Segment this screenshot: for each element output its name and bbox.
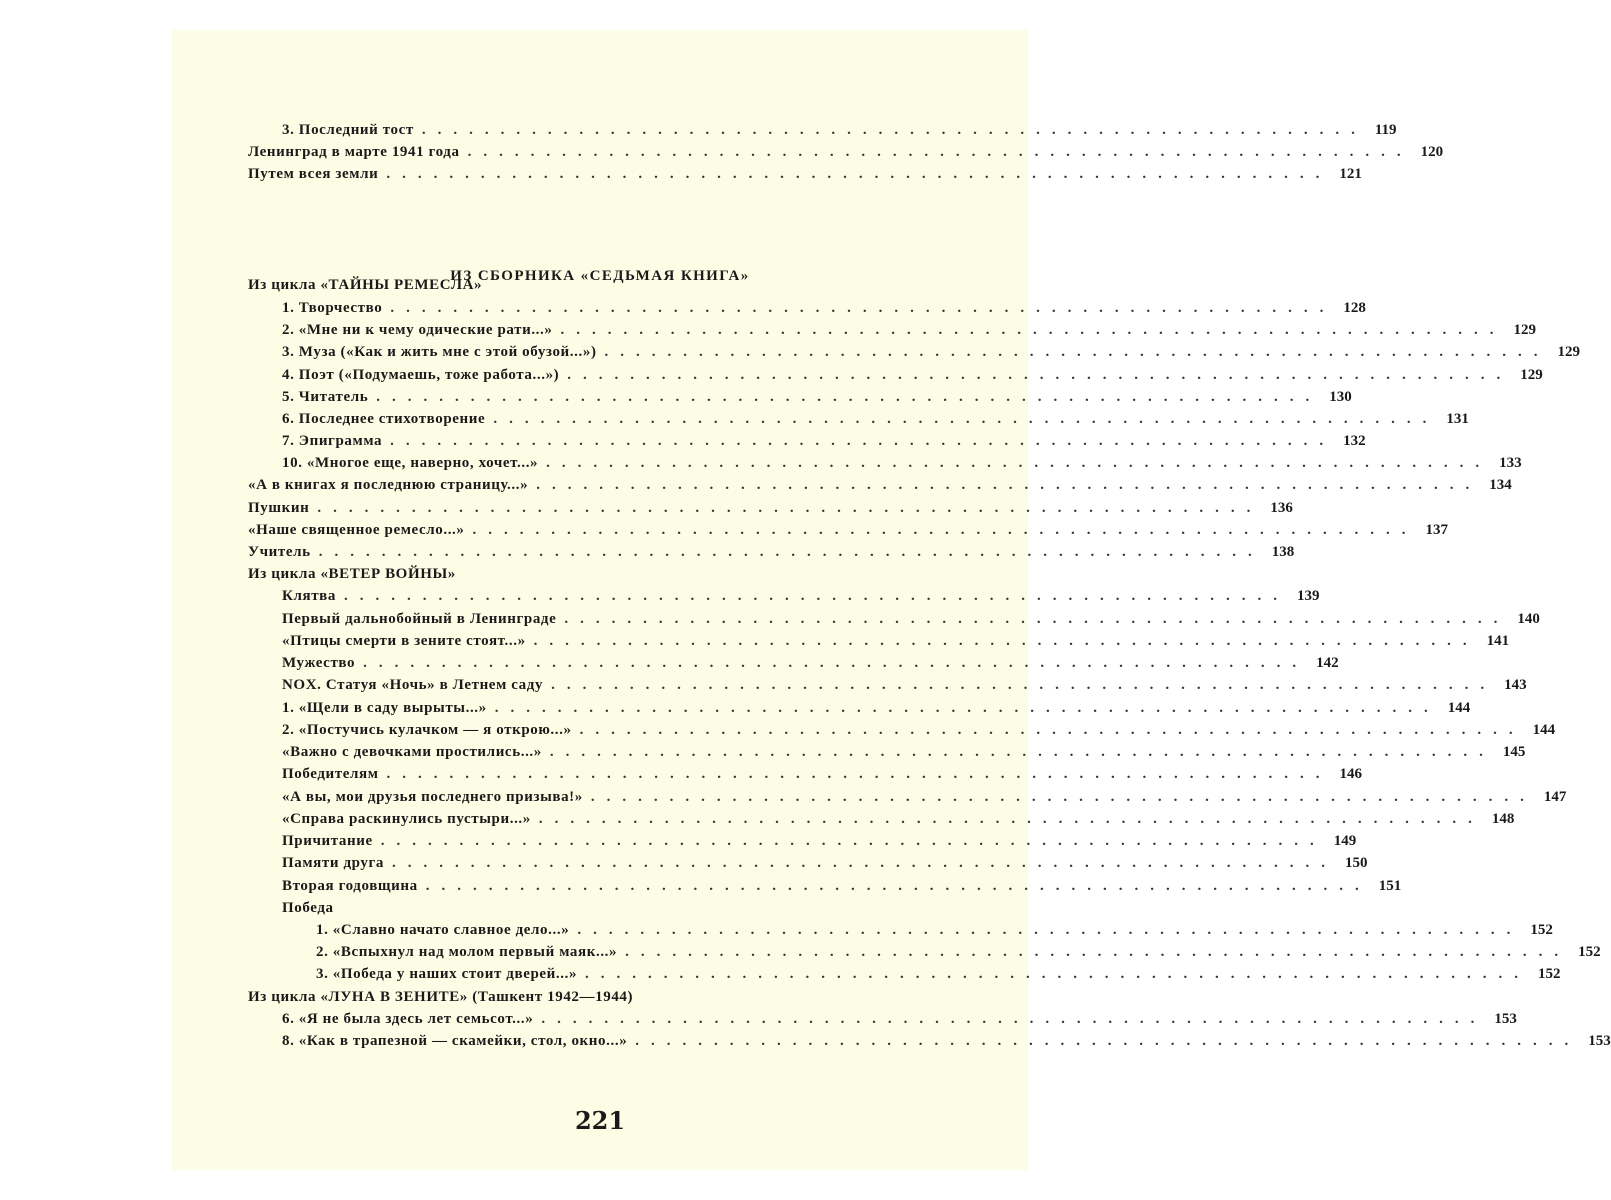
toc-entry-title: Путем всея земли — [248, 166, 379, 182]
toc-entry-page: 152 — [1578, 944, 1601, 960]
toc-entry-title: Победа — [282, 900, 334, 916]
toc-entry — [248, 142, 1444, 162]
toc-entry-title: 10. «Многое еще, наверно, хочет...» — [282, 455, 539, 471]
page-sheet — [172, 30, 1611, 1170]
toc-entry-page: 137 — [1425, 522, 1449, 538]
toc-entry — [282, 586, 1320, 606]
toc-entry-title: «А в книгах я последнюю страницу...» — [248, 477, 529, 493]
toc-entry — [282, 431, 1366, 451]
dot-leader: ............................................................ — [363, 655, 1309, 671]
dot-leader: ............................................................ — [343, 588, 1289, 604]
dot-leader: ............................................................ — [386, 766, 1332, 782]
toc-entry-title: Вторая годовщина — [282, 878, 418, 894]
toc-entry-page: 152 — [1530, 922, 1553, 938]
toc-entry — [282, 342, 1581, 362]
toc-entry-title: 3. Последний тост — [282, 122, 414, 138]
toc-entry — [282, 1031, 1611, 1051]
toc-entry-title: Учитель — [248, 544, 311, 560]
toc-group-heading — [248, 564, 872, 584]
toc-entry-page: 152 — [1538, 966, 1561, 982]
toc-entry — [316, 942, 1601, 962]
toc-entry-title: Победителям — [282, 766, 379, 782]
dot-leader: ............................................................ — [585, 966, 1531, 982]
toc-entry-page: 133 — [1499, 455, 1522, 471]
toc-entry-title: 5. Читатель — [282, 389, 369, 405]
section-heading: ИЗ СБОРНИКА «СЕДЬМАЯ КНИГА» — [450, 268, 750, 284]
toc-entry-page: 151 — [1378, 878, 1402, 894]
dot-leader: ............................................................ — [579, 722, 1525, 738]
toc-entry-page: 121 — [1339, 166, 1362, 182]
toc-group-heading — [282, 898, 872, 918]
dot-leader: ............................................................ — [560, 322, 1506, 338]
dot-leader: ............................................................ — [567, 367, 1513, 383]
table-of-contents — [172, 30, 1611, 1170]
page-number: 221 — [574, 1106, 626, 1135]
dot-leader: ............................................................ — [564, 611, 1510, 627]
toc-entry — [248, 542, 1295, 562]
toc-entry-title: 2. «Вспыхнул над молом первый маяк...» — [316, 944, 618, 960]
toc-entry — [282, 698, 1471, 718]
dot-leader: ............................................................ — [538, 811, 1484, 827]
toc-entry-title: «А вы, мои друзья последнего призыва!» — [282, 789, 583, 805]
toc-entry-page: 153 — [1588, 1033, 1611, 1049]
toc-entry-page: 128 — [1343, 300, 1366, 316]
toc-entry-page: 150 — [1345, 855, 1368, 871]
dot-leader: ............................................................ — [421, 122, 1367, 138]
dot-leader: ............................................................ — [577, 922, 1523, 938]
toc-entry-page: 140 — [1517, 611, 1540, 627]
dot-leader: ............................................................ — [590, 789, 1536, 805]
dot-leader: ............................................................ — [390, 433, 1336, 449]
dot-leader: ............................................................ — [318, 544, 1264, 560]
dot-leader: ............................................................ — [317, 500, 1263, 516]
toc-entry-title: «Наше священное ремесло...» — [248, 522, 465, 538]
dot-leader: ............................................................ — [386, 166, 1332, 182]
toc-entry-page: 142 — [1316, 655, 1339, 671]
toc-entry-title: 1. Творчество — [282, 300, 383, 316]
dot-leader: ............................................................ — [604, 344, 1550, 360]
toc-entry-title: 4. Поэт («Подумаешь, тоже работа...») — [282, 367, 560, 383]
toc-entry — [282, 653, 1339, 673]
toc-entry — [282, 787, 1567, 807]
toc-entry-page: 144 — [1447, 700, 1471, 716]
toc-entry-page: 119 — [1374, 122, 1397, 138]
toc-entry — [282, 675, 1527, 695]
toc-entry-title: Мужество — [282, 655, 356, 671]
toc-entry-title: 2. «Постучись кулачком — я открою...» — [282, 722, 572, 738]
toc-entry — [248, 498, 1293, 518]
toc-entry-page: 120 — [1420, 144, 1444, 160]
toc-entry-title: «Справа раскинулись пустыри...» — [282, 811, 531, 827]
dot-leader: ............................................................ — [472, 522, 1418, 538]
toc-entry-title: 8. «Как в трапезной — скамейки, стол, окно...» — [282, 1033, 628, 1049]
toc-entry-title: Из цикла «ТАЙНЫ РЕМЕСЛА» — [248, 277, 483, 293]
dot-leader: ............................................................ — [625, 944, 1571, 960]
toc-entry-title: 6. Последнее стихотворение — [282, 411, 486, 427]
toc-entry — [282, 742, 1526, 762]
toc-entry — [282, 764, 1363, 784]
toc-entry-page: 144 — [1532, 722, 1556, 738]
toc-entry-title: 2. «Мне ни к чему одические рати...» — [282, 322, 553, 338]
toc-entry-title: 7. Эпиграмма — [282, 433, 383, 449]
toc-entry — [282, 409, 1469, 429]
toc-entry-page: 153 — [1494, 1011, 1517, 1027]
toc-entry-page: 145 — [1502, 744, 1526, 760]
toc-entry-page: 136 — [1270, 500, 1293, 516]
dot-leader: ............................................................ — [392, 855, 1338, 871]
toc-entry — [282, 365, 1543, 385]
toc-entry-title: Причитание — [282, 833, 373, 849]
toc-entry — [282, 320, 1536, 340]
dot-leader: ............................................................ — [467, 144, 1413, 160]
toc-entry — [316, 920, 1553, 940]
toc-entry-title: Ленинград в марте 1941 года — [248, 144, 460, 160]
toc-entry-title: Первый дальнобойный в Ленинграде — [282, 611, 557, 627]
dot-leader: ............................................................ — [541, 1011, 1487, 1027]
toc-entry — [248, 520, 1449, 540]
toc-group-heading — [248, 987, 872, 1007]
toc-entry-title: 3. «Победа у наших стоит дверей...» — [316, 966, 578, 982]
toc-entry-page: 129 — [1513, 322, 1536, 338]
toc-entry-title: 1. «Славно начато славное дело...» — [316, 922, 570, 938]
toc-entry-title: Клятва — [282, 588, 336, 604]
toc-entry — [282, 609, 1540, 629]
toc-entry-title: Из цикла «ВЕТЕР ВОЙНЫ» — [248, 566, 456, 582]
toc-entry-title: NOX. Статуя «Ночь» в Летнем саду — [282, 677, 544, 693]
toc-entry-page: 134 — [1489, 477, 1512, 493]
toc-entry — [248, 164, 1362, 184]
toc-entry — [248, 475, 1512, 495]
toc-entry-page: 129 — [1520, 367, 1543, 383]
dot-leader: ............................................................ — [533, 633, 1479, 649]
toc-entry — [282, 853, 1368, 873]
toc-entry-title: Пушкин — [248, 500, 310, 516]
dot-leader: ............................................................ — [390, 300, 1336, 316]
dot-leader: ............................................................ — [536, 477, 1482, 493]
toc-entry-title: 3. Муза («Как и жить мне с этой обузой...») — [282, 344, 597, 360]
dot-leader: ............................................................ — [493, 411, 1439, 427]
toc-entry-page: 132 — [1343, 433, 1366, 449]
toc-entry-page: 148 — [1491, 811, 1515, 827]
toc-entry-page: 141 — [1486, 633, 1510, 649]
toc-entry — [282, 298, 1366, 318]
dot-leader: ............................................................ — [380, 833, 1326, 849]
toc-entry-page: 129 — [1557, 344, 1581, 360]
toc-entry-title: «Птицы смерти в зените стоят...» — [282, 633, 526, 649]
toc-entry — [282, 876, 1402, 896]
toc-entry-page: 143 — [1504, 677, 1527, 693]
dot-leader: ............................................................ — [425, 878, 1371, 894]
toc-entry — [282, 831, 1357, 851]
toc-entry-title: Из цикла «ЛУНА В ЗЕНИТЕ» (Ташкент 1942—1944) — [248, 989, 634, 1005]
toc-entry — [282, 1009, 1517, 1029]
toc-entry-page: 130 — [1329, 389, 1352, 405]
dot-leader: ............................................................ — [546, 455, 1492, 471]
toc-entry-title: 6. «Я не была здесь лет семьсот...» — [282, 1011, 534, 1027]
dot-leader: ............................................................ — [494, 700, 1440, 716]
toc-entry-page: 146 — [1339, 766, 1363, 782]
toc-entry-page: 149 — [1333, 833, 1357, 849]
toc-entry — [282, 631, 1510, 651]
dot-leader: ............................................................ — [376, 389, 1322, 405]
toc-entry-page: 139 — [1296, 588, 1320, 604]
toc-entry — [282, 387, 1352, 407]
toc-entry-title: «Важно с девочками простились...» — [282, 744, 542, 760]
toc-entry-title: 1. «Щели в саду вырыты...» — [282, 700, 487, 716]
dot-leader: ............................................................ — [551, 677, 1497, 693]
toc-entry-page: 138 — [1271, 544, 1295, 560]
toc-entry — [282, 809, 1515, 829]
toc-entry-page: 131 — [1446, 411, 1469, 427]
toc-entry — [316, 964, 1561, 984]
dot-leader: ............................................................ — [635, 1033, 1581, 1049]
toc-entry — [282, 720, 1556, 740]
toc-entry — [282, 453, 1522, 473]
toc-entry-page: 147 — [1543, 789, 1567, 805]
dot-leader: ............................................................ — [549, 744, 1495, 760]
toc-entry — [282, 120, 1397, 140]
toc-entry-title: Памяти друга — [282, 855, 385, 871]
